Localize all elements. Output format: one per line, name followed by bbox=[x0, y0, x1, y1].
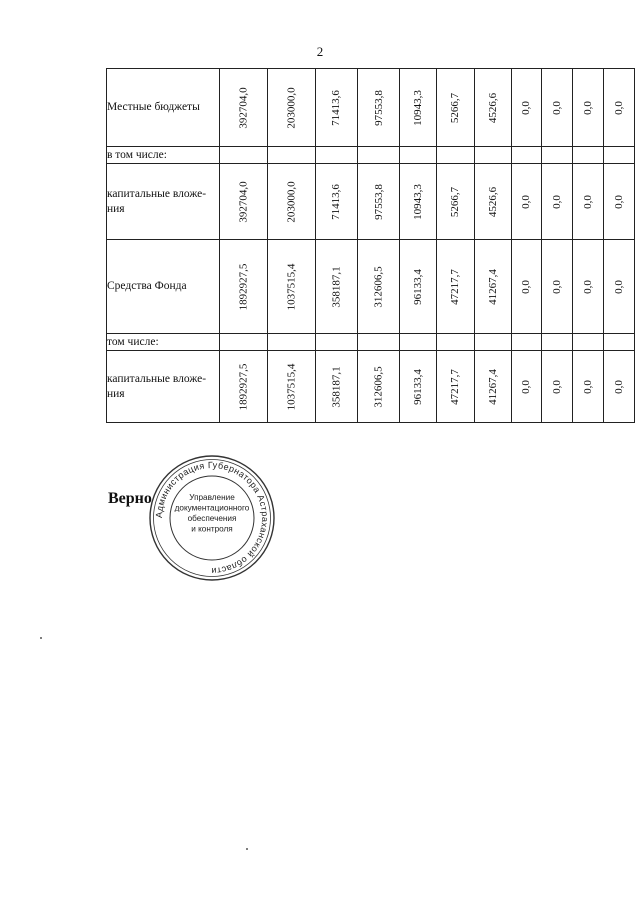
table-cell bbox=[400, 164, 437, 240]
scan-speck bbox=[246, 848, 248, 850]
table-cell bbox=[436, 164, 474, 240]
table-cell bbox=[541, 147, 572, 164]
cell-value: 47217,7 bbox=[449, 268, 462, 305]
table-cell bbox=[436, 240, 474, 334]
table-cell bbox=[511, 351, 541, 423]
cell-value: 0,0 bbox=[550, 279, 563, 294]
table-cell bbox=[220, 164, 268, 240]
table-cell bbox=[603, 334, 634, 351]
table-cell bbox=[357, 351, 399, 423]
cell-value: 0,0 bbox=[581, 194, 594, 209]
table-cell bbox=[541, 164, 572, 240]
cell-value: 0,0 bbox=[612, 279, 625, 294]
stamp-center-line: документационного bbox=[174, 503, 250, 513]
table-cell bbox=[541, 334, 572, 351]
table-cell bbox=[603, 164, 634, 240]
cell-value: 0,0 bbox=[581, 100, 594, 115]
cell-value: 0,0 bbox=[550, 379, 563, 394]
cell-value: 97553,8 bbox=[372, 183, 385, 220]
cell-value: 4526,6 bbox=[486, 92, 499, 123]
table-cell bbox=[267, 69, 315, 147]
cell-value: 0,0 bbox=[520, 279, 532, 294]
table-cell bbox=[511, 69, 541, 147]
cell-value: 358187,1 bbox=[330, 265, 343, 308]
table-cell bbox=[220, 69, 268, 147]
cell-value: 1892927,5 bbox=[237, 263, 250, 310]
table-cell bbox=[572, 240, 603, 334]
table-cell bbox=[474, 164, 511, 240]
official-stamp bbox=[146, 452, 278, 584]
table-cell bbox=[511, 147, 541, 164]
table-cell bbox=[511, 164, 541, 240]
verno-label: Верно bbox=[108, 490, 152, 507]
budget-table bbox=[106, 68, 635, 423]
table-cell bbox=[436, 351, 474, 423]
cell-value: 96133,4 bbox=[411, 268, 424, 305]
table-cell bbox=[572, 164, 603, 240]
stamp-ring-text: Администрация Губернатора Астраханской области bbox=[153, 459, 271, 577]
cell-value: 1892927,5 bbox=[237, 363, 250, 410]
cell-value: 0,0 bbox=[612, 100, 625, 115]
table-cell bbox=[220, 147, 268, 164]
table-cell bbox=[220, 240, 268, 334]
section-label: в том числе: bbox=[107, 147, 220, 164]
table-cell bbox=[474, 351, 511, 423]
table-cell bbox=[572, 334, 603, 351]
table-cell bbox=[511, 240, 541, 334]
cell-value: 203000,0 bbox=[285, 180, 298, 223]
cell-value: 203000,0 bbox=[285, 86, 298, 129]
table-cell bbox=[357, 334, 399, 351]
table-cell bbox=[357, 69, 399, 147]
table-cell bbox=[267, 334, 315, 351]
table-cell bbox=[267, 240, 315, 334]
table-row bbox=[107, 69, 635, 147]
table-cell bbox=[357, 164, 399, 240]
table-cell bbox=[267, 164, 315, 240]
cell-value: 41267,4 bbox=[486, 268, 499, 305]
stamp-center-line: и контроля bbox=[191, 524, 233, 534]
table-cell bbox=[474, 147, 511, 164]
table-row bbox=[107, 240, 635, 334]
cell-value: 0,0 bbox=[581, 279, 594, 294]
cell-value: 392704,0 bbox=[237, 180, 250, 223]
cell-value: 0,0 bbox=[612, 194, 625, 209]
table-cell bbox=[541, 351, 572, 423]
table-cell bbox=[220, 351, 268, 423]
cell-value: 97553,8 bbox=[372, 89, 385, 126]
table-cell bbox=[603, 351, 634, 423]
cell-value: 5266,7 bbox=[449, 186, 462, 217]
page-number: 2 bbox=[316, 44, 324, 59]
table-cell bbox=[572, 69, 603, 147]
stamp-center-line: обеспечения bbox=[187, 514, 237, 523]
table-cell bbox=[267, 147, 315, 164]
table-cell bbox=[400, 351, 437, 423]
cell-value: 1037515,4 bbox=[285, 263, 298, 310]
scan-speck bbox=[40, 637, 42, 639]
table-cell bbox=[315, 240, 357, 334]
cell-value: 358187,1 bbox=[330, 365, 343, 408]
stamp-center-text bbox=[175, 493, 250, 534]
stamp-center-line: Управление bbox=[189, 493, 235, 502]
table-cell bbox=[541, 69, 572, 147]
cell-value: 10943,3 bbox=[411, 183, 424, 220]
table-cell bbox=[220, 334, 268, 351]
table-cell bbox=[315, 351, 357, 423]
cell-value: 312606,5 bbox=[372, 265, 385, 308]
table-cell bbox=[315, 334, 357, 351]
cell-value: 47217,7 bbox=[449, 368, 462, 405]
cell-value: 41267,4 bbox=[486, 368, 499, 405]
table-cell bbox=[474, 334, 511, 351]
row-label: Местные бюджеты bbox=[107, 69, 220, 147]
cell-value: 0,0 bbox=[550, 100, 563, 115]
table-cell bbox=[572, 147, 603, 164]
row-label: капитальные вложе-ния bbox=[107, 351, 220, 423]
section-label: том числе: bbox=[107, 334, 220, 351]
table-cell bbox=[511, 334, 541, 351]
cell-value: 0,0 bbox=[520, 194, 532, 209]
cell-value: 71413,6 bbox=[330, 183, 343, 220]
table-cell bbox=[603, 69, 634, 147]
cell-value: 392704,0 bbox=[237, 86, 250, 129]
table-cell bbox=[315, 69, 357, 147]
table-cell bbox=[572, 351, 603, 423]
table-row bbox=[107, 147, 635, 164]
cell-value: 4526,6 bbox=[486, 186, 499, 217]
table-cell bbox=[541, 240, 572, 334]
table-cell bbox=[400, 334, 437, 351]
table-cell bbox=[436, 69, 474, 147]
cell-value: 96133,4 bbox=[411, 368, 424, 405]
cell-value: 10943,3 bbox=[411, 89, 424, 126]
cell-value: 0,0 bbox=[581, 379, 594, 394]
row-label: Средства Фонда bbox=[107, 240, 220, 334]
cell-value: 71413,6 bbox=[330, 89, 343, 126]
table-cell bbox=[400, 69, 437, 147]
table-row bbox=[107, 334, 635, 351]
cell-value: 1037515,4 bbox=[285, 363, 298, 410]
cell-value: 0,0 bbox=[520, 379, 532, 394]
table-cell bbox=[357, 147, 399, 164]
table-cell bbox=[474, 240, 511, 334]
table-cell bbox=[474, 69, 511, 147]
table-cell bbox=[315, 147, 357, 164]
table-cell bbox=[400, 147, 437, 164]
table-row bbox=[107, 164, 635, 240]
table-cell bbox=[400, 240, 437, 334]
cell-value: 5266,7 bbox=[449, 92, 462, 123]
table-row bbox=[107, 351, 635, 423]
cell-value: 0,0 bbox=[520, 100, 532, 115]
table-cell bbox=[436, 334, 474, 351]
table-cell bbox=[357, 240, 399, 334]
cell-value: 0,0 bbox=[612, 379, 625, 394]
table-cell bbox=[603, 147, 634, 164]
table-cell bbox=[603, 240, 634, 334]
table-cell bbox=[267, 351, 315, 423]
row-label: капитальные вложе-ния bbox=[107, 164, 220, 240]
table-cell bbox=[315, 164, 357, 240]
table-cell bbox=[436, 147, 474, 164]
cell-value: 312606,5 bbox=[372, 365, 385, 408]
cell-value: 0,0 bbox=[550, 194, 563, 209]
